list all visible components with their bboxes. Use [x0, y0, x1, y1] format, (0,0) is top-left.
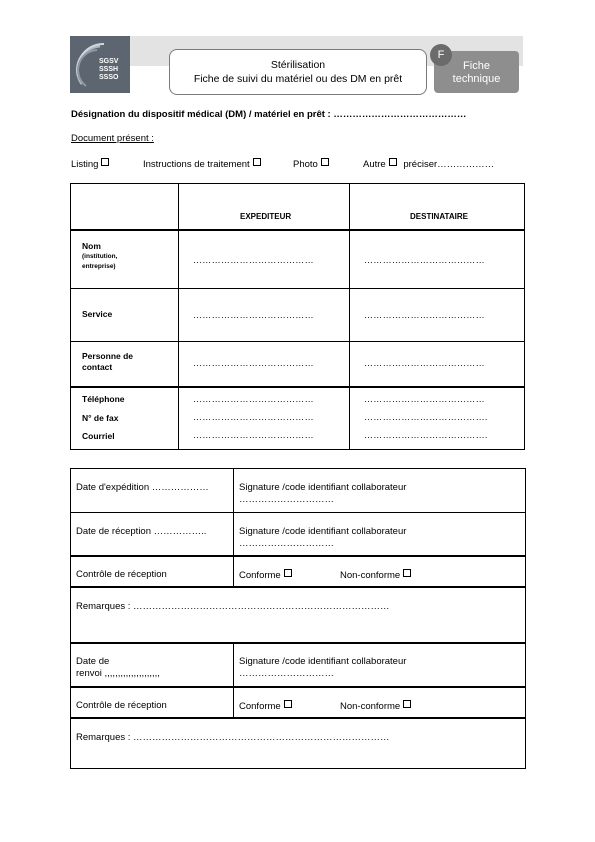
instructions-checkbox[interactable]: [253, 158, 261, 166]
non-conforme-option[interactable]: Non-conforme: [340, 569, 411, 582]
doc-item-listing: Listing: [71, 158, 109, 170]
date-renvoi-field[interactable]: Date de renvoi ,,,,,,,,,,,,,,,,,,,,,: [76, 656, 160, 679]
contact-expediteur-field[interactable]: …………………………………: [193, 358, 314, 368]
col-destinataire: DESTINATAIRE: [410, 212, 468, 221]
courriel-expediteur-field[interactable]: …………………………………: [193, 430, 314, 440]
title-line-2: Fiche de suivi du matériel ou des DM en prêt: [193, 73, 403, 85]
badge-letter: F: [430, 44, 452, 66]
tel-expediteur-field[interactable]: …………………………………: [193, 394, 314, 404]
signature-reception[interactable]: Signature /code identifiant collaborateur …………………………: [239, 526, 407, 549]
photo-checkbox[interactable]: [321, 158, 329, 166]
fax-expediteur-field[interactable]: …………………………………: [193, 412, 314, 422]
row-contact: Personne de contact: [82, 351, 134, 372]
date-expedition-field[interactable]: Date d'expédition ………………: [76, 482, 209, 493]
doc-item-photo: Photo: [293, 158, 329, 170]
date-reception-field[interactable]: Date de réception ……………..: [76, 526, 207, 537]
doc-present-heading: Document présent :: [71, 133, 154, 144]
row-fax: N° de fax: [82, 413, 119, 423]
fiche-technique-badge: Fiche technique: [434, 51, 519, 93]
conforme-checkbox[interactable]: [284, 569, 292, 577]
non-conforme-checkbox-2[interactable]: [403, 700, 411, 708]
listing-checkbox[interactable]: [101, 158, 109, 166]
logo-text: SGSV SSSH SSSO: [99, 58, 119, 81]
courriel-destinataire-field[interactable]: ………………………………….: [364, 430, 488, 440]
row-nom: Nom (institution, entreprise): [82, 241, 118, 270]
contact-destinataire-field[interactable]: …………………………………: [364, 358, 485, 368]
remarques-field-2[interactable]: Remarques : ………………………………………………………………………: [76, 732, 390, 743]
signature-expedition[interactable]: Signature /code identifiant collaborateur …………………………: [239, 482, 407, 505]
autre-checkbox[interactable]: [389, 158, 397, 166]
title-line-1: Stérilisation: [270, 59, 326, 71]
doc-item-instructions: Instructions de traitement: [143, 158, 261, 170]
tel-destinataire-field[interactable]: …………………………………: [364, 394, 485, 404]
title-box: [169, 49, 427, 95]
conforme-option[interactable]: Conforme: [239, 569, 292, 582]
signature-renvoi[interactable]: Signature /code identifiant collaborateur …………………………: [239, 656, 407, 679]
reception-table: [70, 468, 526, 769]
conforme-checkbox-2[interactable]: [284, 700, 292, 708]
row-courriel: Courriel: [82, 431, 115, 441]
conforme-option-2[interactable]: Conforme: [239, 700, 292, 713]
designation-line: Désignation du dispositif médical (DM) / matériel en prêt : ……………………………………: [71, 109, 467, 120]
doc-item-autre: Autre préciser………………: [363, 159, 495, 170]
non-conforme-option-2[interactable]: Non-conforme: [340, 700, 411, 713]
nom-expediteur-field[interactable]: …………………………………: [193, 255, 314, 265]
nom-destinataire-field[interactable]: …………………………………: [364, 255, 485, 265]
service-destinataire-field[interactable]: …………………………………: [364, 310, 485, 320]
controle-reception-label: Contrôle de réception: [76, 569, 167, 580]
row-service: Service: [82, 309, 113, 319]
remarques-field[interactable]: Remarques : ………………………………………………………………………: [76, 601, 390, 612]
service-expediteur-field[interactable]: …………………………………: [193, 310, 314, 320]
row-telephone: Téléphone: [82, 394, 125, 404]
fax-destinataire-field[interactable]: ………………………………….: [364, 412, 488, 422]
col-expediteur: EXPEDITEUR: [240, 212, 292, 221]
non-conforme-checkbox[interactable]: [403, 569, 411, 577]
controle-reception-label-2: Contrôle de réception: [76, 700, 167, 711]
